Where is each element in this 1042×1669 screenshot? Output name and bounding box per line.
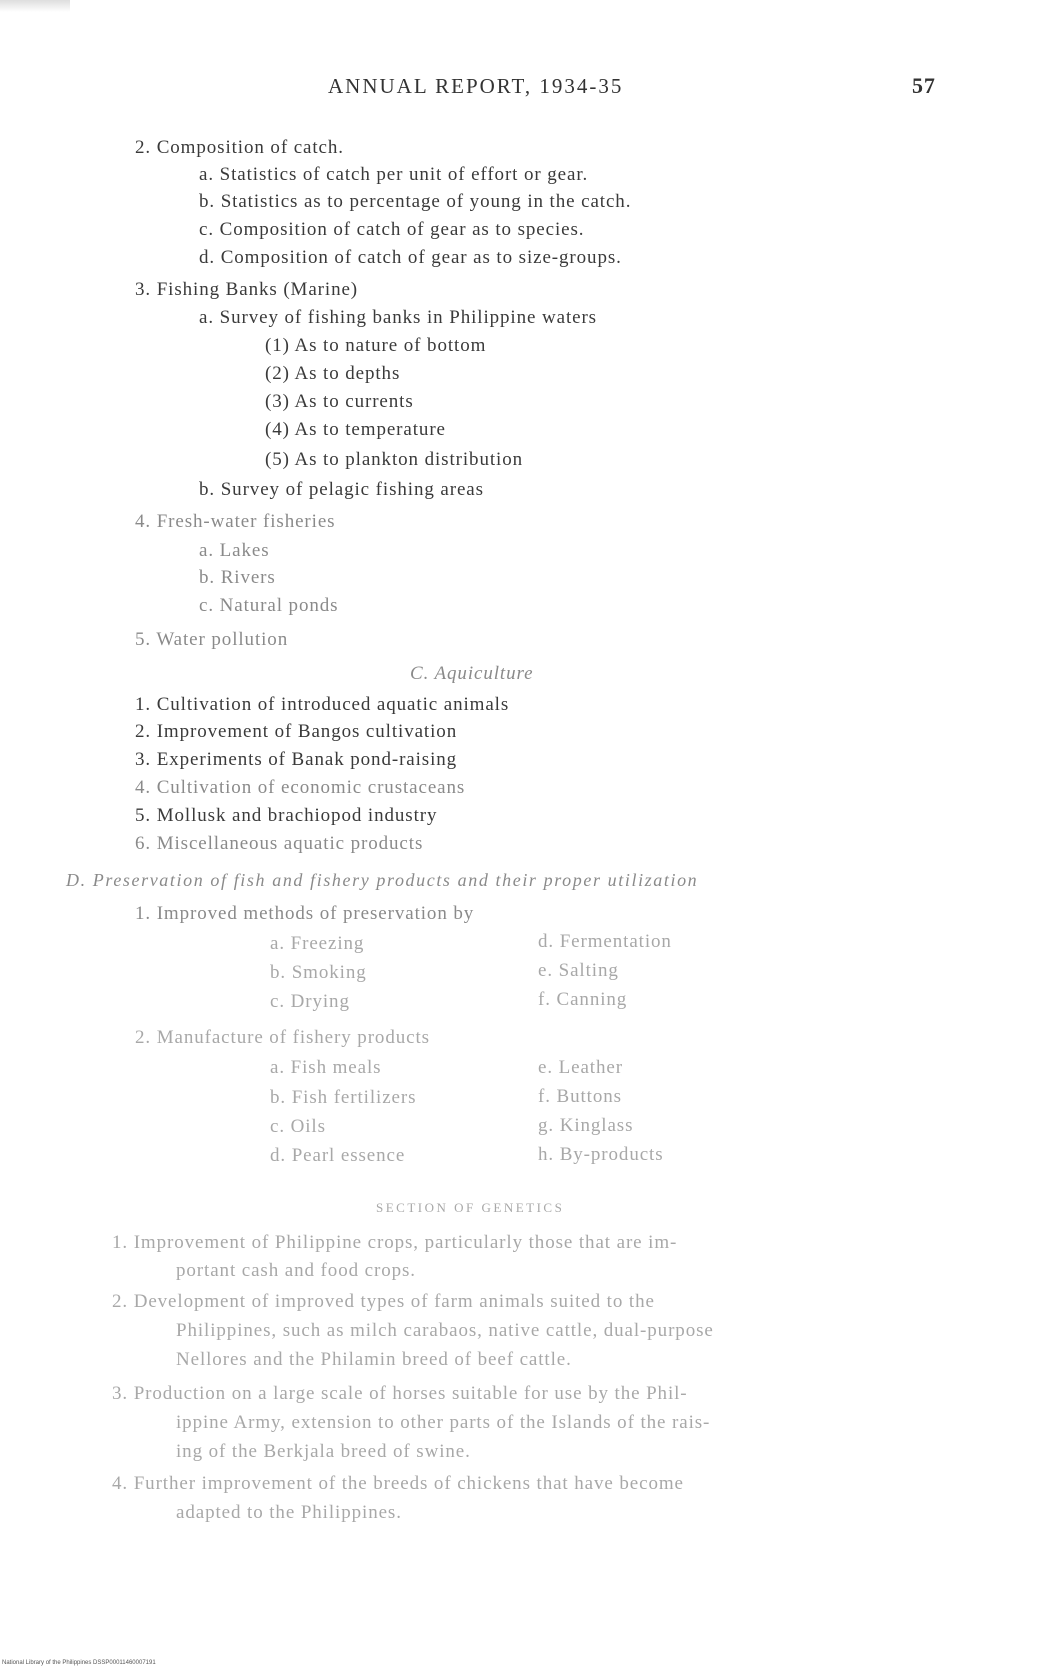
- aquaculture-item-1: 1. Cultivation of introduced aquatic animals: [135, 694, 510, 715]
- banks-item-b: b. Survey of pelagic fishing areas: [199, 479, 484, 500]
- genetics-title: SECTION OF GENETICS: [376, 1200, 565, 1215]
- running-header: ANNUAL REPORT, 1934-35: [328, 74, 624, 98]
- banks-sub-3: (3) As to currents: [265, 391, 414, 412]
- genetics-item-3-line-1: 3. Production on a large scale of horses suitable for use by the Phil-: [112, 1383, 688, 1404]
- banks-item-a: a. Survey of fishing banks in Philippine waters: [199, 307, 597, 328]
- banks-sub-2: (2) As to depths: [265, 363, 401, 384]
- banks-sub-5: (5) As to plankton distribution: [265, 449, 524, 470]
- preservation-method-e: e. Salting: [538, 960, 619, 981]
- preservation-method-d: d. Fermentation: [538, 931, 672, 952]
- freshwater-item-b: b. Rivers: [199, 567, 276, 588]
- preservation-heading-1: 1. Improved methods of preservation by: [135, 903, 475, 924]
- preservation-title: D. Preservation of fish and fishery products and their proper utilization: [66, 870, 699, 890]
- genetics-item-2-line-3: Nellores and the Philamin breed of beef cattle.: [176, 1349, 572, 1370]
- product-g: g. Kinglass: [538, 1115, 634, 1136]
- aquaculture-item-3: 3. Experiments of Banak pond-raising: [135, 749, 458, 770]
- genetics-item-2-line-1: 2. Development of improved types of farm animals suited to the: [112, 1291, 655, 1312]
- genetics-item-2-line-2: Philippines, such as milch carabaos, native cattle, dual-purpose: [176, 1320, 714, 1341]
- preservation-heading-2: 2. Manufacture of fishery products: [135, 1027, 430, 1048]
- composition-item-b: b. Statistics as to percentage of young in the catch.: [199, 191, 632, 212]
- banks-heading: 3. Fishing Banks (Marine): [135, 279, 359, 300]
- freshwater-heading: 4. Fresh-water fisheries: [135, 511, 336, 532]
- genetics-item-4-line-1: 4. Further improvement of the breeds of chickens that have become: [112, 1473, 684, 1494]
- product-b: b. Fish fertilizers: [270, 1087, 417, 1108]
- product-h: h. By-products: [538, 1144, 664, 1165]
- product-c: c. Oils: [270, 1116, 326, 1137]
- composition-heading: 2. Composition of catch.: [135, 137, 344, 158]
- genetics-item-4-line-2: adapted to the Philippines.: [176, 1502, 402, 1523]
- preservation-method-c: c. Drying: [270, 991, 350, 1012]
- genetics-item-3-line-3: ing of the Berkjala breed of swine.: [176, 1441, 471, 1462]
- aquaculture-item-6: 6. Miscellaneous aquatic products: [135, 833, 424, 854]
- library-footer: National Library of the Philippines DSSP00011460007191: [2, 1660, 156, 1666]
- genetics-item-1-line-2: portant cash and food crops.: [176, 1260, 416, 1281]
- aquaculture-item-5: 5. Mollusk and brachiopod industry: [135, 805, 438, 826]
- genetics-item-3-line-2: ippine Army, extension to other parts of the Islands of the rais-: [176, 1412, 711, 1433]
- preservation-method-f: f. Canning: [538, 989, 628, 1010]
- composition-item-a: a. Statistics of catch per unit of effort or gear.: [199, 164, 589, 185]
- freshwater-item-a: a. Lakes: [199, 540, 270, 561]
- aquaculture-title: C. Aquiculture: [410, 663, 534, 684]
- aquaculture-item-2: 2. Improvement of Bangos cultivation: [135, 721, 458, 742]
- banks-sub-1: (1) As to nature of bottom: [265, 335, 487, 356]
- freshwater-item-c: c. Natural ponds: [199, 595, 339, 616]
- genetics-item-1-line-1: 1. Improvement of Philippine crops, particularly those that are im-: [112, 1232, 678, 1253]
- product-e: e. Leather: [538, 1057, 623, 1078]
- product-a: a. Fish meals: [270, 1057, 382, 1078]
- composition-item-d: d. Composition of catch of gear as to size-groups.: [199, 247, 622, 268]
- preservation-method-b: b. Smoking: [270, 962, 367, 983]
- composition-item-c: c. Composition of catch of gear as to species.: [199, 219, 585, 240]
- product-f: f. Buttons: [538, 1086, 622, 1107]
- product-d: d. Pearl essence: [270, 1145, 406, 1166]
- scan-smudge: [0, 0, 70, 12]
- water-pollution: 5. Water pollution: [135, 629, 289, 650]
- banks-sub-4: (4) As to temperature: [265, 419, 446, 440]
- page-number: 57: [912, 73, 936, 98]
- aquaculture-item-4: 4. Cultivation of economic crustaceans: [135, 777, 466, 798]
- preservation-method-a: a. Freezing: [270, 933, 365, 954]
